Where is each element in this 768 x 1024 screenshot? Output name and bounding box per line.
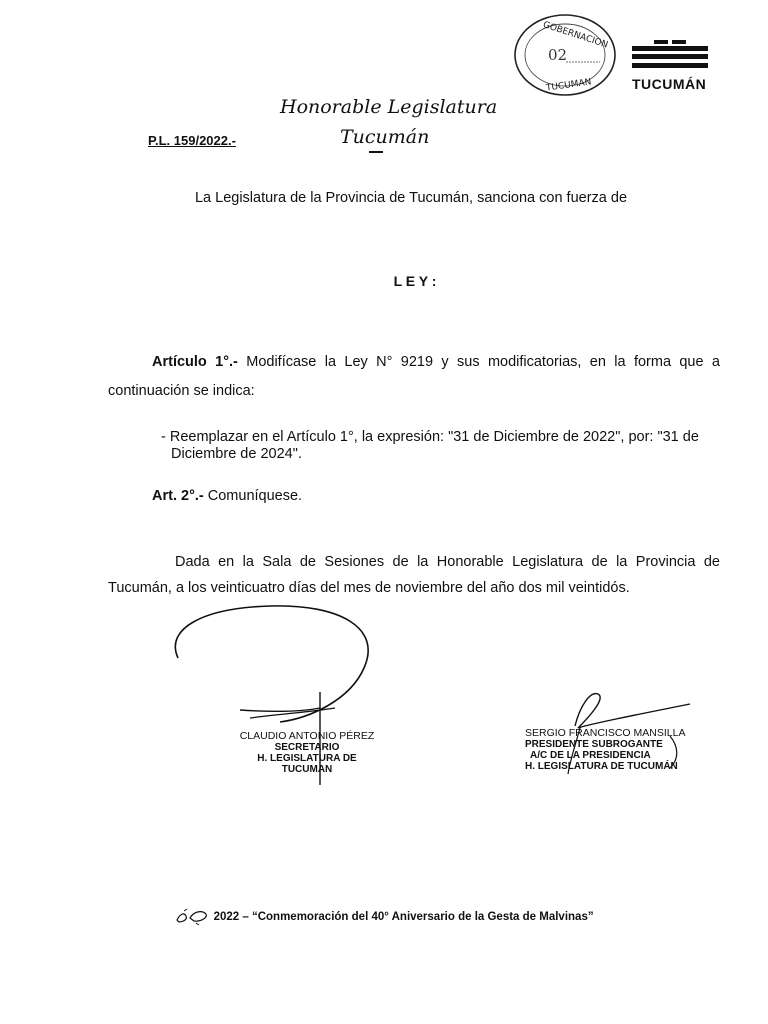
article-1-bullet [161, 429, 726, 463]
title-underline [369, 151, 383, 153]
article-2 [152, 485, 302, 507]
article-2-label: Art. 2°.- [152, 488, 204, 504]
right-signature-block [525, 728, 685, 772]
left-signer-name: CLAUDIO ANTONIO PÉREZ [239, 730, 375, 742]
right-signer-name: SERGIO FRANCISCO MANSILLA [525, 727, 686, 739]
logo-text: TUCUMÁN [632, 76, 707, 92]
left-signature-block [232, 731, 382, 775]
article-1-line1 [152, 351, 720, 373]
logo-bars-icon [630, 36, 710, 72]
stamp-text-middle: 02 [548, 46, 568, 64]
footer-text: 2022 – “Conmemoración del 40° Aniversario de la Gesta de Malvinas” [213, 911, 594, 924]
law-heading: L E Y : [393, 273, 437, 289]
bullet-line2: Diciembre de 2024". [171, 446, 302, 462]
stamp-text-top: GOBERNACION [541, 20, 610, 51]
left-signer-institution: H. LEGISLATURA DE TUCUMAN [257, 753, 357, 775]
right-signer-role2: A/C DE LA PRESIDENCIA [530, 750, 651, 761]
footer [0, 908, 768, 926]
bill-reference: P.L. 159/2022.- [148, 133, 236, 148]
bullet-line1: - Reemplazar en el Artículo 1°, la expresión: "31 de Diciembre de 2022", por: "31 de [161, 429, 699, 445]
closing-line2: Tucumán, a los veinticuatro días del mes de noviembre del año dos mil veintidós. [108, 580, 630, 596]
article-1-text: Modifícase la Ley N° 9219 y sus modificatorias, en la forma que a [246, 354, 720, 370]
tucuman-logo [630, 36, 710, 96]
article-1-line2: continuación se indica: [108, 383, 255, 399]
article-1-label: Artículo 1°.- [152, 354, 238, 370]
article-2-text: Comuníquese. [207, 488, 303, 504]
closing-line1: Dada en la Sala de Sesiones de la Honorable Legislatura de la Provincia de [175, 554, 720, 570]
stamp-text-bottom: TUCUMAN [545, 77, 593, 94]
intro-text: La Legislatura de la Provincia de Tucumán, sanciona con fuerza de [194, 190, 628, 206]
right-signer-role: PRESIDENTE SUBROGANTE [525, 739, 663, 750]
left-signer-role: SECRETARIO [274, 742, 340, 753]
right-signer-institution: H. LEGISLATURA DE TUCUMÁN [525, 761, 678, 772]
malvinas-islands-icon [174, 908, 210, 926]
official-stamp [510, 12, 620, 98]
institution-name: Honorable Legislatura [280, 96, 498, 118]
institution-city: Tucumán [340, 126, 430, 148]
